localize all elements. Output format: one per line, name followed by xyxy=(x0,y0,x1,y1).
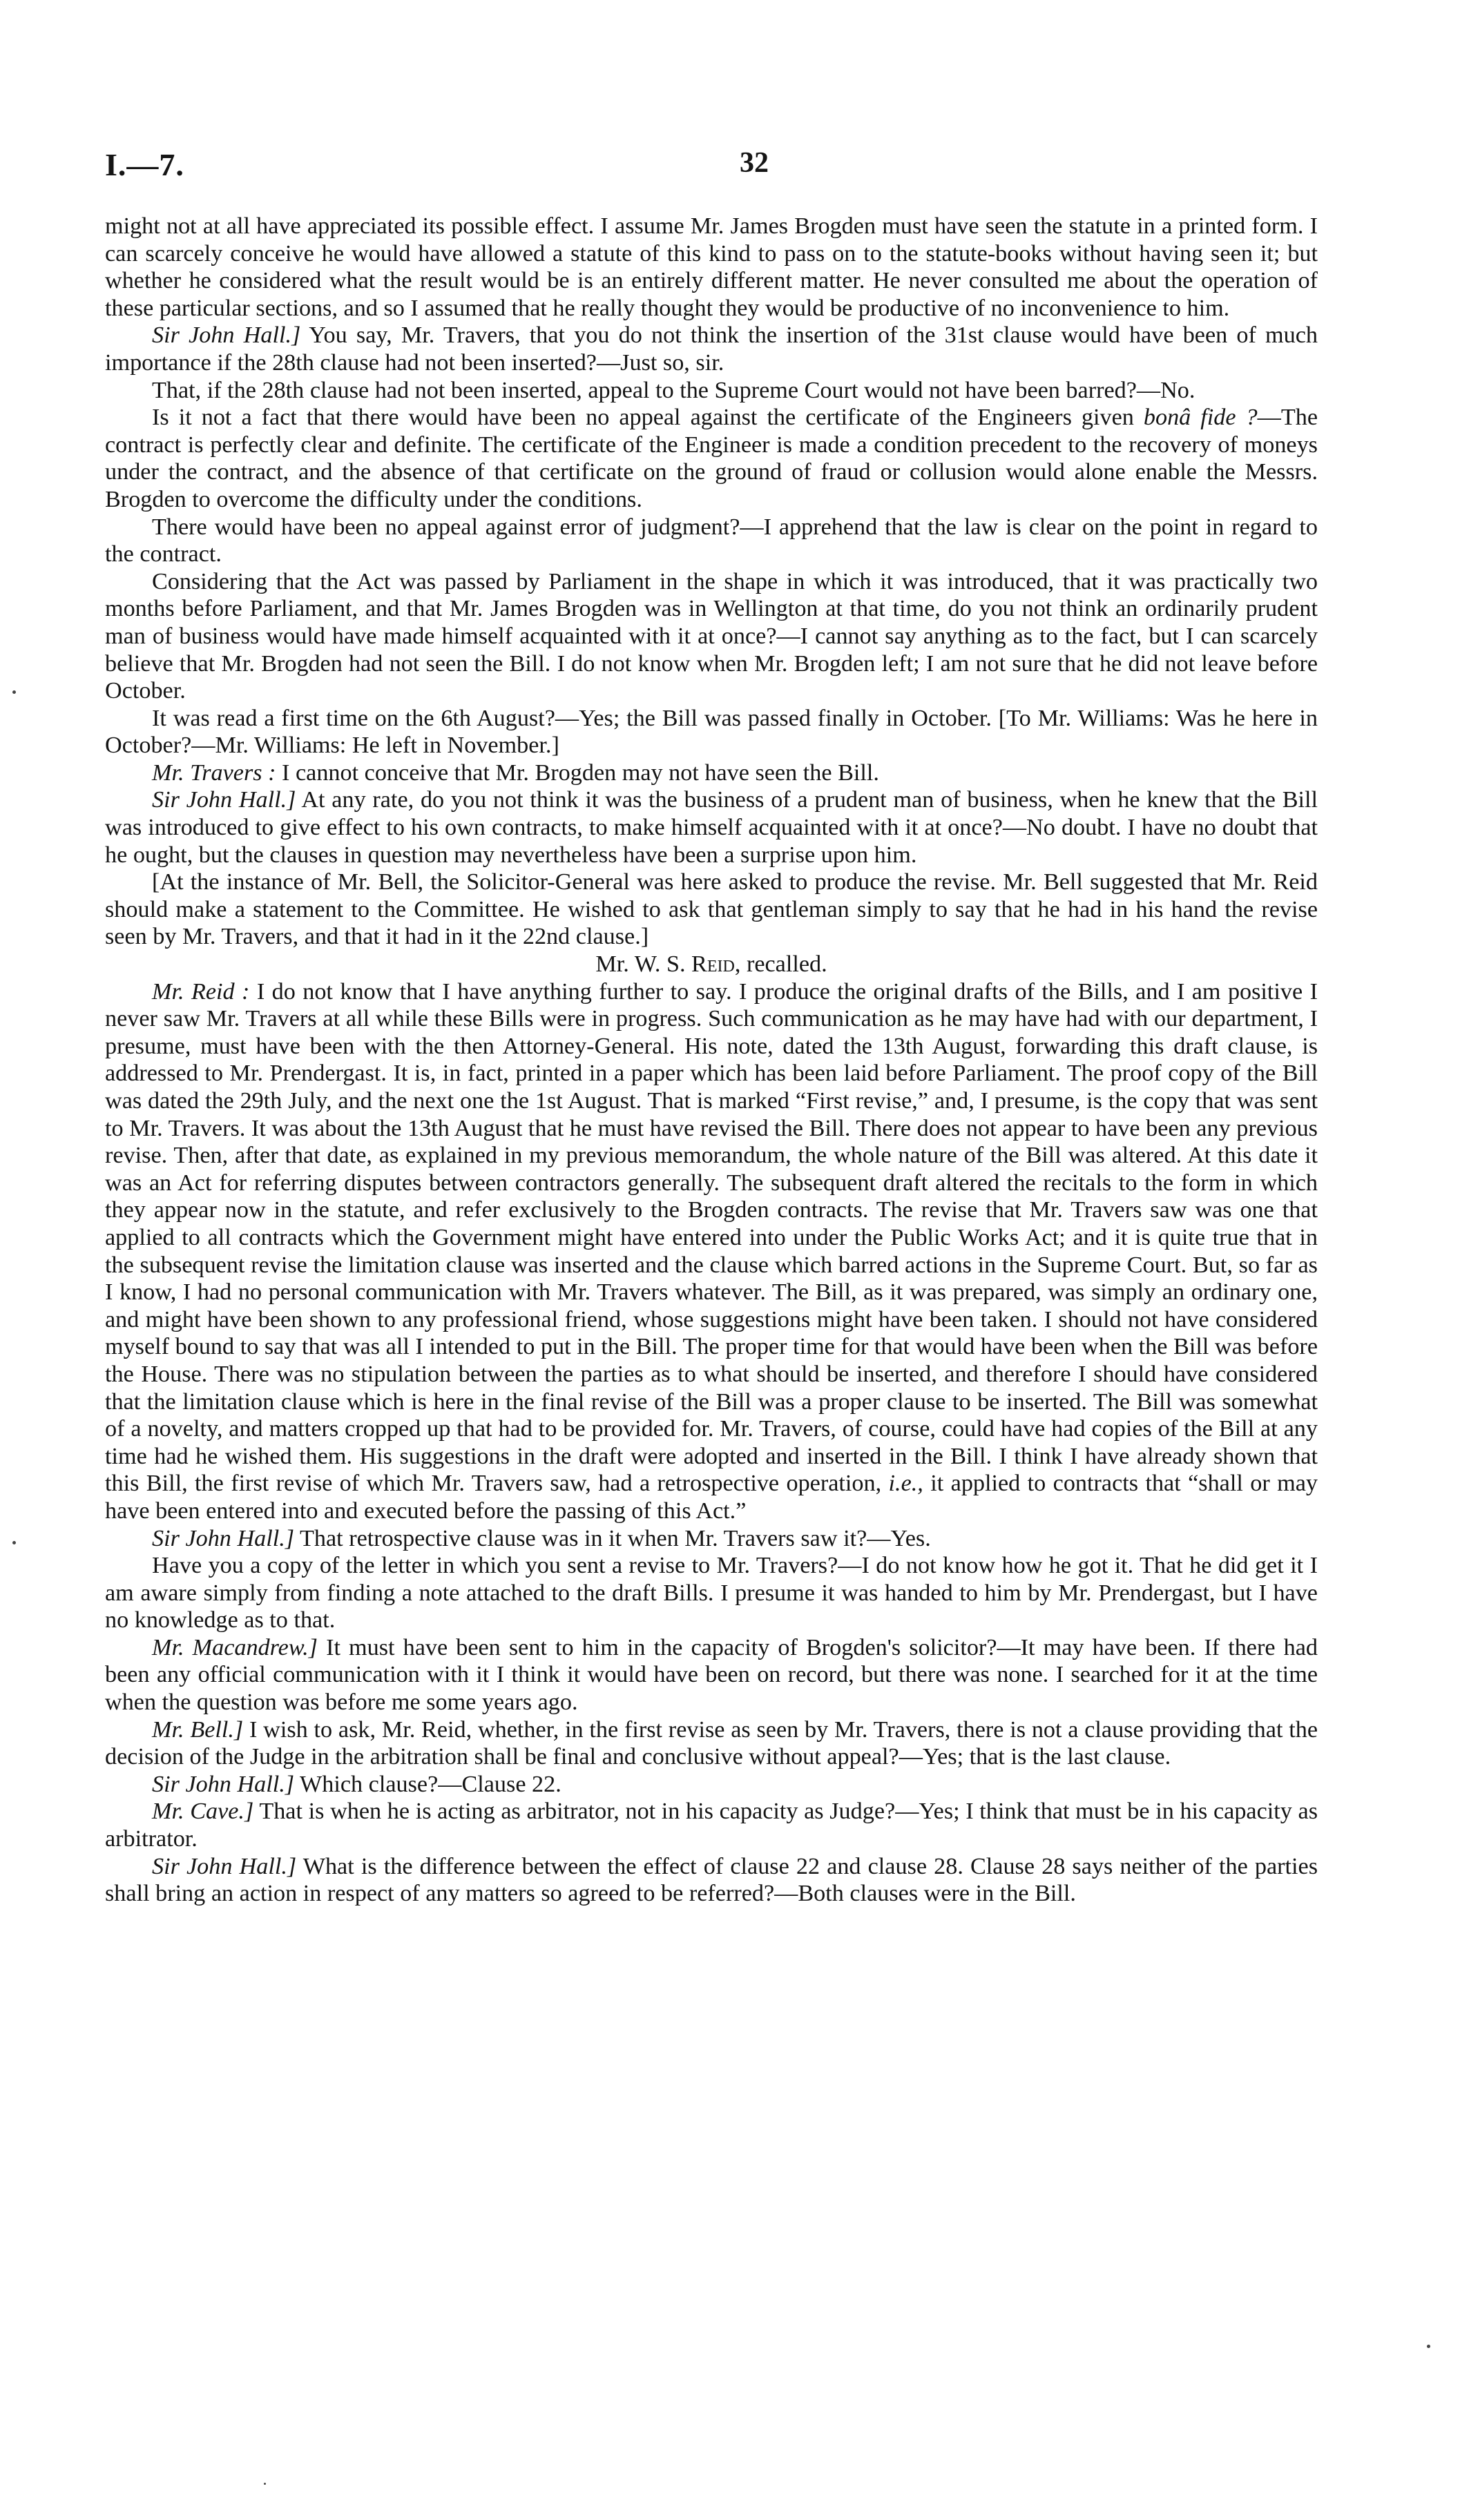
speaker-name: Mr. Travers : xyxy=(152,759,276,786)
speaker-name: Sir John Hall.] xyxy=(152,1771,295,1797)
paragraph-text: it applied to contracts that “shall or may have been entered into and executed before the passing of this Act.” xyxy=(105,1471,1318,1524)
speaker-name: Mr. Bell.] xyxy=(152,1716,244,1743)
speaker-name: Mr. Cave.] xyxy=(152,1799,254,1825)
paragraph-text: I cannot conceive that Mr. Brogden may not have seen the Bill. xyxy=(276,759,879,786)
heading-suffix: , recalled. xyxy=(734,951,827,978)
paragraph-text: Is it not a fact that there would have been no appeal against the certificate of the Engineers given xyxy=(152,405,1144,431)
italic-phrase: i.e., xyxy=(888,1471,923,1497)
witness-heading xyxy=(105,951,1318,978)
paragraph xyxy=(105,786,1318,869)
witness-name: Reid xyxy=(691,951,735,978)
paragraph-text: It must have been sent to him in the capacity of Brogden's solicitor?—It may have been. If there had been any official communication with it I think it would have been on record, but there was none. I searched for it at the time when the question was before me some years ago. xyxy=(105,1634,1318,1716)
speaker-name: Mr. Reid : xyxy=(152,978,250,1005)
paragraph-text: What is the difference between the effect of clause 22 and clause 28. Clause 28 says neither of the parties shall bring an action in respect of any matters so agreed to be referred?—Both clauses were in the Bill. xyxy=(105,1853,1318,1907)
paragraph xyxy=(105,1716,1318,1771)
paragraph: Have you a copy of the letter in which you sent a revise to Mr. Travers?—I do not know how he got it. That he did get it I am aware simply from finding a note attached to the draft Bills. I presume it was handed to him by Mr. Prendergast, but I have no knowledge as to that. xyxy=(105,1553,1318,1634)
paragraph-text: —The contract is perfectly clear and definite. The certificate of the Engineer is made a condition precedent to the recovery of moneys under the contract, and the absence of that certificate on the ground of fraud or collusion would alone enable the Messrs. Brogden to overcome the difficulty under the conditions. xyxy=(105,405,1318,512)
paragraph: That, if the 28th clause had not been inserted, appeal to the Supreme Court would not have been barred?—No. xyxy=(152,377,1195,403)
page-body xyxy=(105,213,1318,1908)
paragraph: Considering that the Act was passed by Parliament in the shape in which it was introduced, that it was practically two months before Parliament, and that Mr. James Brogden was in Wellington at that time, do you not think an ordinarily prudent man of business would have made himself acquainted with it at once?—I cannot say anything as to the fact, but I can scarcely believe that Mr. Brogden had not seen the Bill. I do not know when Mr. Brogden left; I am not sure that he did not leave before October. xyxy=(105,568,1318,704)
margin-speck xyxy=(1427,2345,1430,2348)
paragraph xyxy=(105,1771,1318,1799)
margin-speck xyxy=(12,1541,16,1544)
margin-speck xyxy=(12,690,16,694)
paragraph-text: At any rate, do you not think it was the business of a prudent man of business, when he knew that the Bill was introduced to give effect to his own contracts, to make himself acquainted with it at once?—No doubt. I have no doubt that he ought, but the clauses in question may nevertheless have been a surprise upon him. xyxy=(105,787,1318,868)
paragraph xyxy=(105,759,1318,787)
speaker-name: Sir John Hall.] xyxy=(152,322,301,349)
paragraph-text: I do not know that I have anything further to say. I produce the original drafts of the Bills, and I am positive I never saw Mr. Travers at all while these Bills were in progress. Such communication as he may have had with our department, I presume, must have been with the then Attorney-General. His note, dated the 13th August, forwarding this draft clause, is addressed to Mr. Prendergast. It is, in fact, printed in a paper which has been laid before Parliament. The proof copy of the Bill was dated the 29th July, and the next one the 1st August. That is marked “First revise,” and, I presume, is the copy that was sent to Mr. Travers. It was about the 13th August that he must have revised the Bill. There does not appear to have been any previous revise. Then, after that date, as explained in my previous memorandum, the whole nature of the Bill was altered. At this date it was an Act for referring disputes between contractors generally. The subsequent draft altered the recitals to the form in which they appear now in the statute, and refer exclusively to the Brogden contracts. The revise that Mr. Travers saw was one that applied to all contracts which the Government might have entered into under the Public Works Act; and it is quite true that in the subsequent revise the limitation clause was inserted and the clause which barred actions in the Supreme Court. But, so far as I know, I had no personal communication with Mr. Travers whatever. The Bill, as it was prepared, was simply an ordinary one, and might have been shown to any professional friend, whose suggestions might have been taken. I should not have considered myself bound to say that was all I intended to put in the Bill. The proper time for that would have been when the Bill was before the House. There was no stipulation between the parties as to what should be inserted, and therefore I should have considered that the limitation clause which is here in the final revise of the Bill was a proper clause to be inserted. The Bill was somewhat of a novelty, and matters cropped up that had to be provided for. Mr. Travers, of course, could have had copies of the Bill at any time had he wished them. His suggestions in the draft were adopted and inserted in the Bill. I think I have already shown that this Bill, the first revise of which Mr. Travers saw, had a retrospective operation, xyxy=(105,978,1318,1497)
paragraph-text: Which clause?—Clause 22. xyxy=(294,1771,561,1797)
paragraph xyxy=(105,978,1318,1525)
paragraph xyxy=(105,1798,1318,1852)
paragraph: It was read a first time on the 6th August?—Yes; the Bill was passed finally in October. [To Mr. Williams: Was he here in October?—Mr. Williams: He left in November.] xyxy=(105,705,1318,759)
paragraph: [At the instance of Mr. Bell, the Solicitor-General was here asked to produce the revise. Mr. Bell suggested that Mr. Reid should make a statement to the Committee. He wished to ask that gentleman simply to say that he had in his hand the revise seen by Mr. Travers, and that it had in it the 22nd clause.] xyxy=(105,869,1318,950)
speaker-name: Mr. Macandrew.] xyxy=(152,1634,318,1660)
paragraph xyxy=(105,1525,1318,1553)
page-header xyxy=(105,146,1403,188)
heading-prefix: Mr. W. S. xyxy=(595,951,692,978)
speaker-name: Sir John Hall.] xyxy=(152,1853,297,1879)
paragraph-text: That is when he is acting as arbitrator, not in his capacity as Judge?—Yes; I think that must be in his capacity as arbitrator. xyxy=(105,1799,1318,1852)
paragraph: There would have been no appeal against error of judgment?—I apprehend that the law is clear on the point in regard to the contract. xyxy=(105,514,1318,568)
page-number: 32 xyxy=(740,147,769,179)
document-reference: I.—7. xyxy=(105,147,184,182)
paragraph xyxy=(105,404,1318,513)
paragraph-text: That retrospective clause was in it when Mr. Travers saw it?—Yes. xyxy=(294,1525,931,1551)
paragraph-text: You say, Mr. Travers, that you do not think the insertion of the 31st clause would have been of much importance if the 28th clause had not been inserted?—Just so, sir. xyxy=(105,322,1318,376)
paragraph xyxy=(105,322,1318,376)
italic-phrase: bonâ fide ? xyxy=(1143,405,1258,431)
paragraph xyxy=(105,1634,1318,1716)
speaker-name: Sir John Hall.] xyxy=(152,787,296,813)
margin-speck xyxy=(264,2483,266,2485)
speaker-name: Sir John Hall.] xyxy=(152,1525,295,1551)
paragraph xyxy=(105,1853,1318,1908)
paragraph-text: I wish to ask, Mr. Reid, whether, in the first revise as seen by Mr. Travers, there is not a clause providing that the decision of the Judge in the arbitration shall be final and conclusive without appeal?—Yes; that is the last clause. xyxy=(105,1716,1318,1770)
paragraph: might not at all have appreciated its possible effect. I assume Mr. James Brogden must have seen the statute in a printed form. I can scarcely conceive he would have allowed a statute of this kind to pass on to the statute-books without having seen it; but whether he considered what the result would be is an entirely different matter. He never consulted me about the operation of these particular sections, and so I assumed that he really thought they would be productive of no inconvenience to him. xyxy=(105,213,1318,321)
